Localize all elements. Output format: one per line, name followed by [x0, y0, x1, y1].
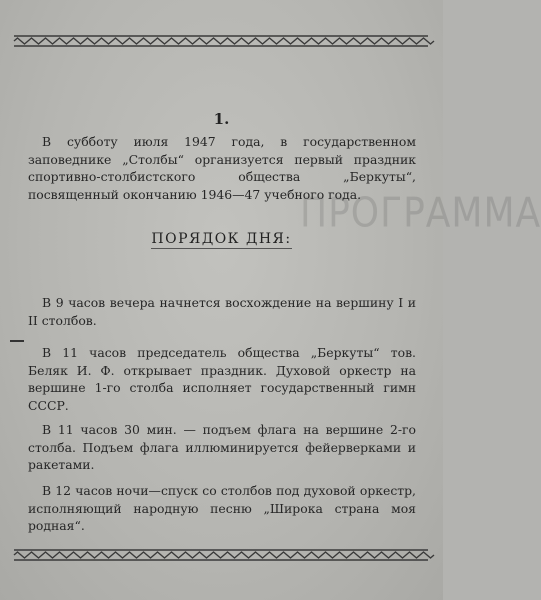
- top-ornament-border: [14, 34, 428, 48]
- schedule-item: В 12 часов ночи—спуск со столбов под духовой оркестр, исполняющий народную песню „Широка страна моя родная“.: [28, 483, 416, 534]
- schedule-item: В 11 часов 30 мин. — подъем флага на вершине 2-го столба. Подъем флага иллюминируется фейерверками и ракетами.: [28, 422, 416, 473]
- section-number: 1.: [213, 110, 230, 128]
- schedule-heading: [0, 231, 443, 247]
- schedule-heading-text: ПОРЯДОК ДНЯ:: [151, 231, 292, 247]
- bottom-ornament-border: [14, 548, 428, 562]
- intro-paragraph: В субботу июля 1947 года, в государственном заповеднике „Столбы“ организуется первый праздник спортивно-столбистского общества „Беркуты“, посвященный окончанию 1946—47 учебного года.: [28, 134, 416, 202]
- watermark-text: ПРОГРАММА: [300, 189, 541, 237]
- schedule-item: В 9 часов вечера начнется восхождение на вершину I и II столбов.: [28, 295, 416, 328]
- schedule-item: В 11 часов председатель общества „Беркуты“ тов. Беляк И. Ф. открывает праздник. Духовой оркестр на вершине 1-го столба исполняет государственный гимн СССР.: [28, 345, 416, 413]
- margin-dash-mark: [10, 340, 24, 342]
